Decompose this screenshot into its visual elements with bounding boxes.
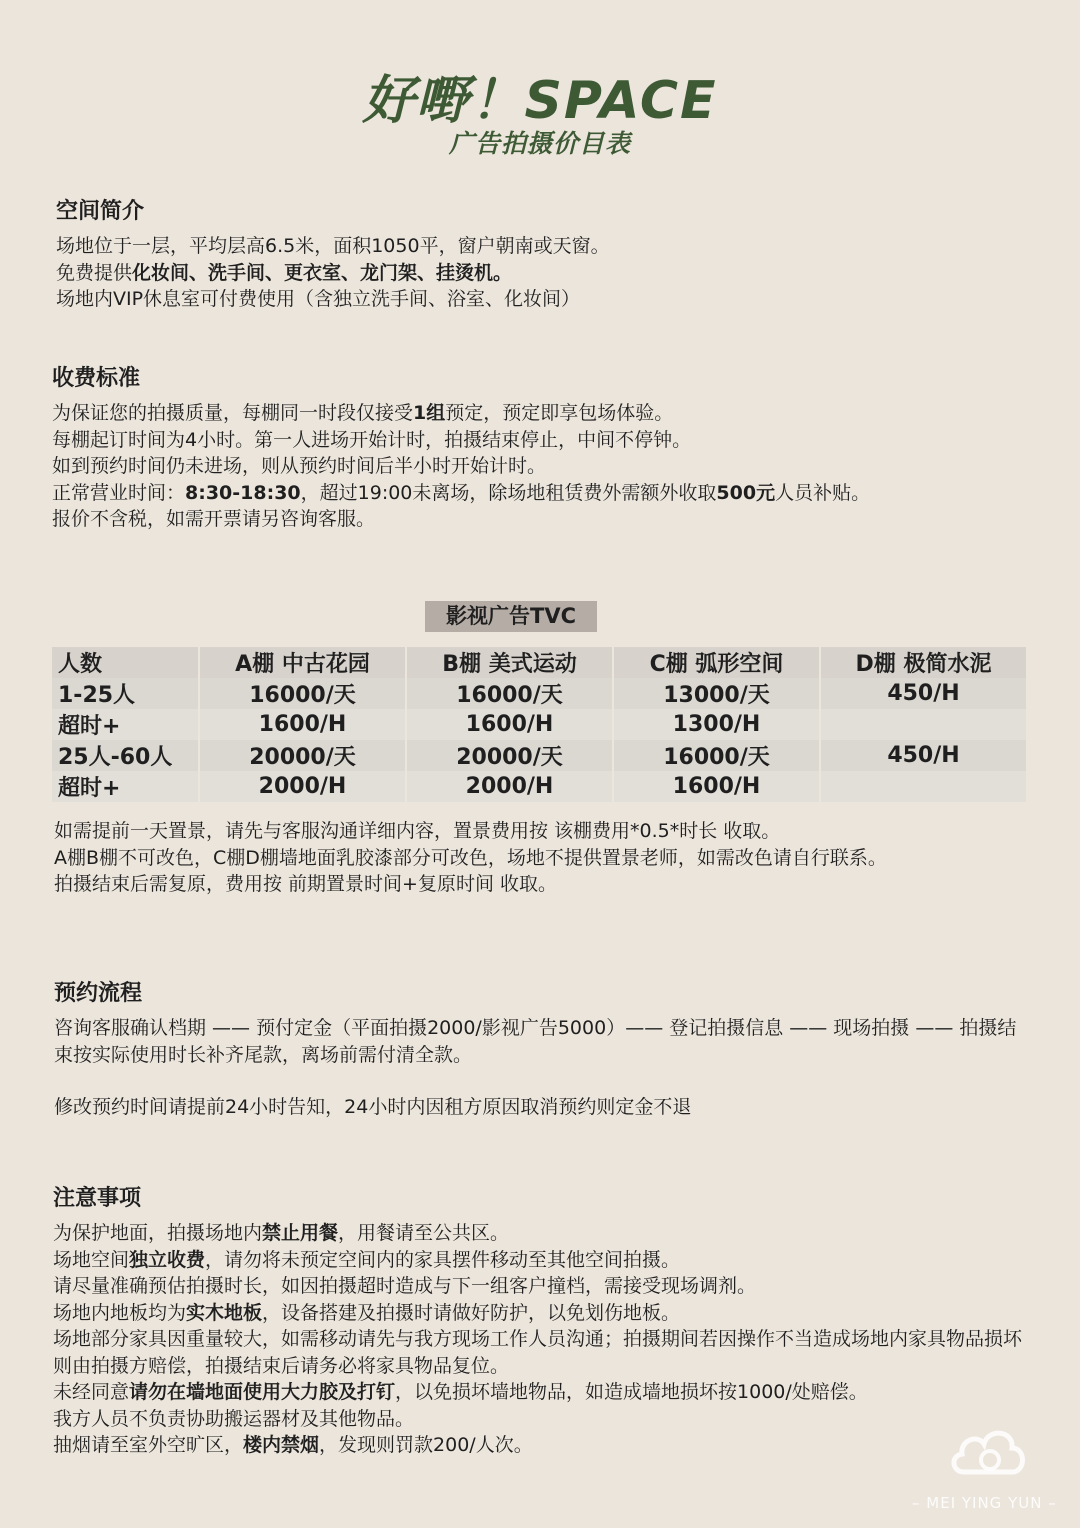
table-cell <box>821 709 1026 740</box>
booking-section <box>54 979 1029 1121</box>
table-cell <box>821 771 1026 802</box>
notes-line: 我方人员不负责协助搬运器材及其他物品。 <box>53 1407 415 1430</box>
pricing-heading: 收费标准 <box>52 366 141 391</box>
pricing-section <box>52 364 1032 533</box>
booking-change-policy: 修改预约时间请提前24小时告知，24小时内因租方原因取消预约则定金不退 <box>54 1096 692 1118</box>
table-cell: 450/H <box>821 678 1026 709</box>
table-cell: 2000/H <box>200 771 405 802</box>
table-cell: 1300/H <box>614 709 819 740</box>
table-cell: 1600/H <box>407 709 612 740</box>
booking-heading: 预约流程 <box>54 981 143 1006</box>
notes-line: 未经同意请勿在墙地面使用大力胶及打钉，以免损坏墙地物品，如造成墙地损坏按1000/处赔偿。 <box>53 1381 868 1403</box>
notes-line: 抽烟请至室外空旷区，楼内禁烟，发现则罚款200/人次。 <box>53 1434 533 1456</box>
notes-line: 场地空间独立收费，请勿将未预定空间内的家具摆件移动至其他空间拍摄。 <box>53 1248 681 1271</box>
intro-line: 免费提供化妆间、洗手间、更衣室、龙门架、挂烫机。 <box>56 261 513 284</box>
table-row <box>52 709 1026 740</box>
table-header-cell: D棚 极简水泥 <box>821 647 1026 678</box>
booking-flow: 咨询客服确认档期 —— 预付定金（平面拍摄2000/影视广告5000）—— 登记拍摄信息 —— 现场拍摄 —— 拍摄结束按实际使用时长补齐尾款，离场前需付清全款。 <box>54 1017 1017 1066</box>
tvc-notes <box>54 818 1034 898</box>
table-cell: 13000/天 <box>614 678 819 709</box>
pricing-line: 每棚起订时间为4小时。第一人进场开始计时，拍摄结束停止，中间不停钟。 <box>52 428 692 451</box>
table-cell: 16000/天 <box>200 678 405 709</box>
table-row <box>52 771 1026 802</box>
tvc-label: 影视广告TVC <box>425 601 597 632</box>
cloud-logo-icon <box>948 1420 1028 1484</box>
intro-line: 场地内VIP休息室可付费使用（含独立洗手间、浴室、化妆间） <box>56 288 581 310</box>
table-cell: 1600/H <box>200 709 405 740</box>
table-header-cell: B棚 美式运动 <box>407 647 612 678</box>
notes-line: 场地内地板均为实木地板，设备搭建及拍摄时请做好防护，以免划伤地板。 <box>53 1301 681 1324</box>
pricing-line: 正常营业时间：8:30-18:30，超过19:00未离场，除场地租赁费外需额外收取500元人员补贴。 <box>52 481 871 504</box>
notes-line: 为保护地面，拍摄场地内禁止用餐，用餐请至公共区。 <box>53 1222 510 1244</box>
table-cell: 16000/天 <box>614 740 819 771</box>
table-header-cell: 人数 <box>52 647 198 678</box>
intro-section <box>56 197 1036 313</box>
pricing-line: 为保证您的拍摄质量，每棚同一时段仅接受1组预定，预定即享包场体验。 <box>52 402 674 424</box>
table-cell: 450/H <box>821 740 1026 771</box>
table-header-row <box>52 647 1026 678</box>
table-header-cell: C棚 弧形空间 <box>614 647 819 678</box>
page-subtitle: 广告拍摄价目表 <box>448 129 631 158</box>
brand-watermark: – MEI YING YUN – <box>912 1494 1057 1512</box>
price-table <box>50 647 1028 802</box>
notes-line: 场地部分家具因重量较大，如需移动请先与我方现场工作人员沟通；拍摄期间若因操作不当造成场地内家具物品损坏则由拍摄方赔偿，拍摄结束后请务必将家具物品复位。 <box>53 1328 1023 1377</box>
table-header-cell: A棚 中古花园 <box>200 647 405 678</box>
tvc-note: 如需提前一天置景，请先与客服沟通详细内容，置景费用按 该棚费用*0.5*时长 收取。 <box>54 820 781 842</box>
table-cell: 25人-60人 <box>52 740 198 771</box>
tvc-note: 拍摄结束后需复原，费用按 前期置景时间+复原时间 收取。 <box>54 873 558 895</box>
table-row <box>52 740 1026 771</box>
table-cell: 1600/H <box>614 771 819 802</box>
tvc-note: A棚B棚不可改色，C棚D棚墙地面乳胶漆部分可改色，场地不提供置景老师，如需改色请自行联系。 <box>54 846 887 869</box>
table-cell: 1-25人 <box>52 678 198 709</box>
table-cell: 20000/天 <box>200 740 405 771</box>
intro-heading: 空间简介 <box>56 199 145 224</box>
table-cell: 超时+ <box>52 771 198 802</box>
table-cell: 2000/H <box>407 771 612 802</box>
page-title: 好嘢！SPACE <box>362 71 718 131</box>
notes-section <box>53 1184 1028 1459</box>
table-cell: 16000/天 <box>407 678 612 709</box>
notes-line: 请尽量准确预估拍摄时长，如因拍摄超时造成与下一组客户撞档，需接受现场调剂。 <box>53 1275 757 1297</box>
intro-line: 场地位于一层，平均层高6.5米，面积1050平，窗户朝南或天窗。 <box>56 235 610 257</box>
table-cell: 20000/天 <box>407 740 612 771</box>
table-row <box>52 678 1026 709</box>
pricing-line: 如到预约时间仍未进场，则从预约时间后半小时开始计时。 <box>52 455 547 477</box>
notes-heading: 注意事项 <box>53 1186 142 1211</box>
pricing-line: 报价不含税，如需开票请另咨询客服。 <box>52 508 376 530</box>
table-cell: 超时+ <box>52 709 198 740</box>
